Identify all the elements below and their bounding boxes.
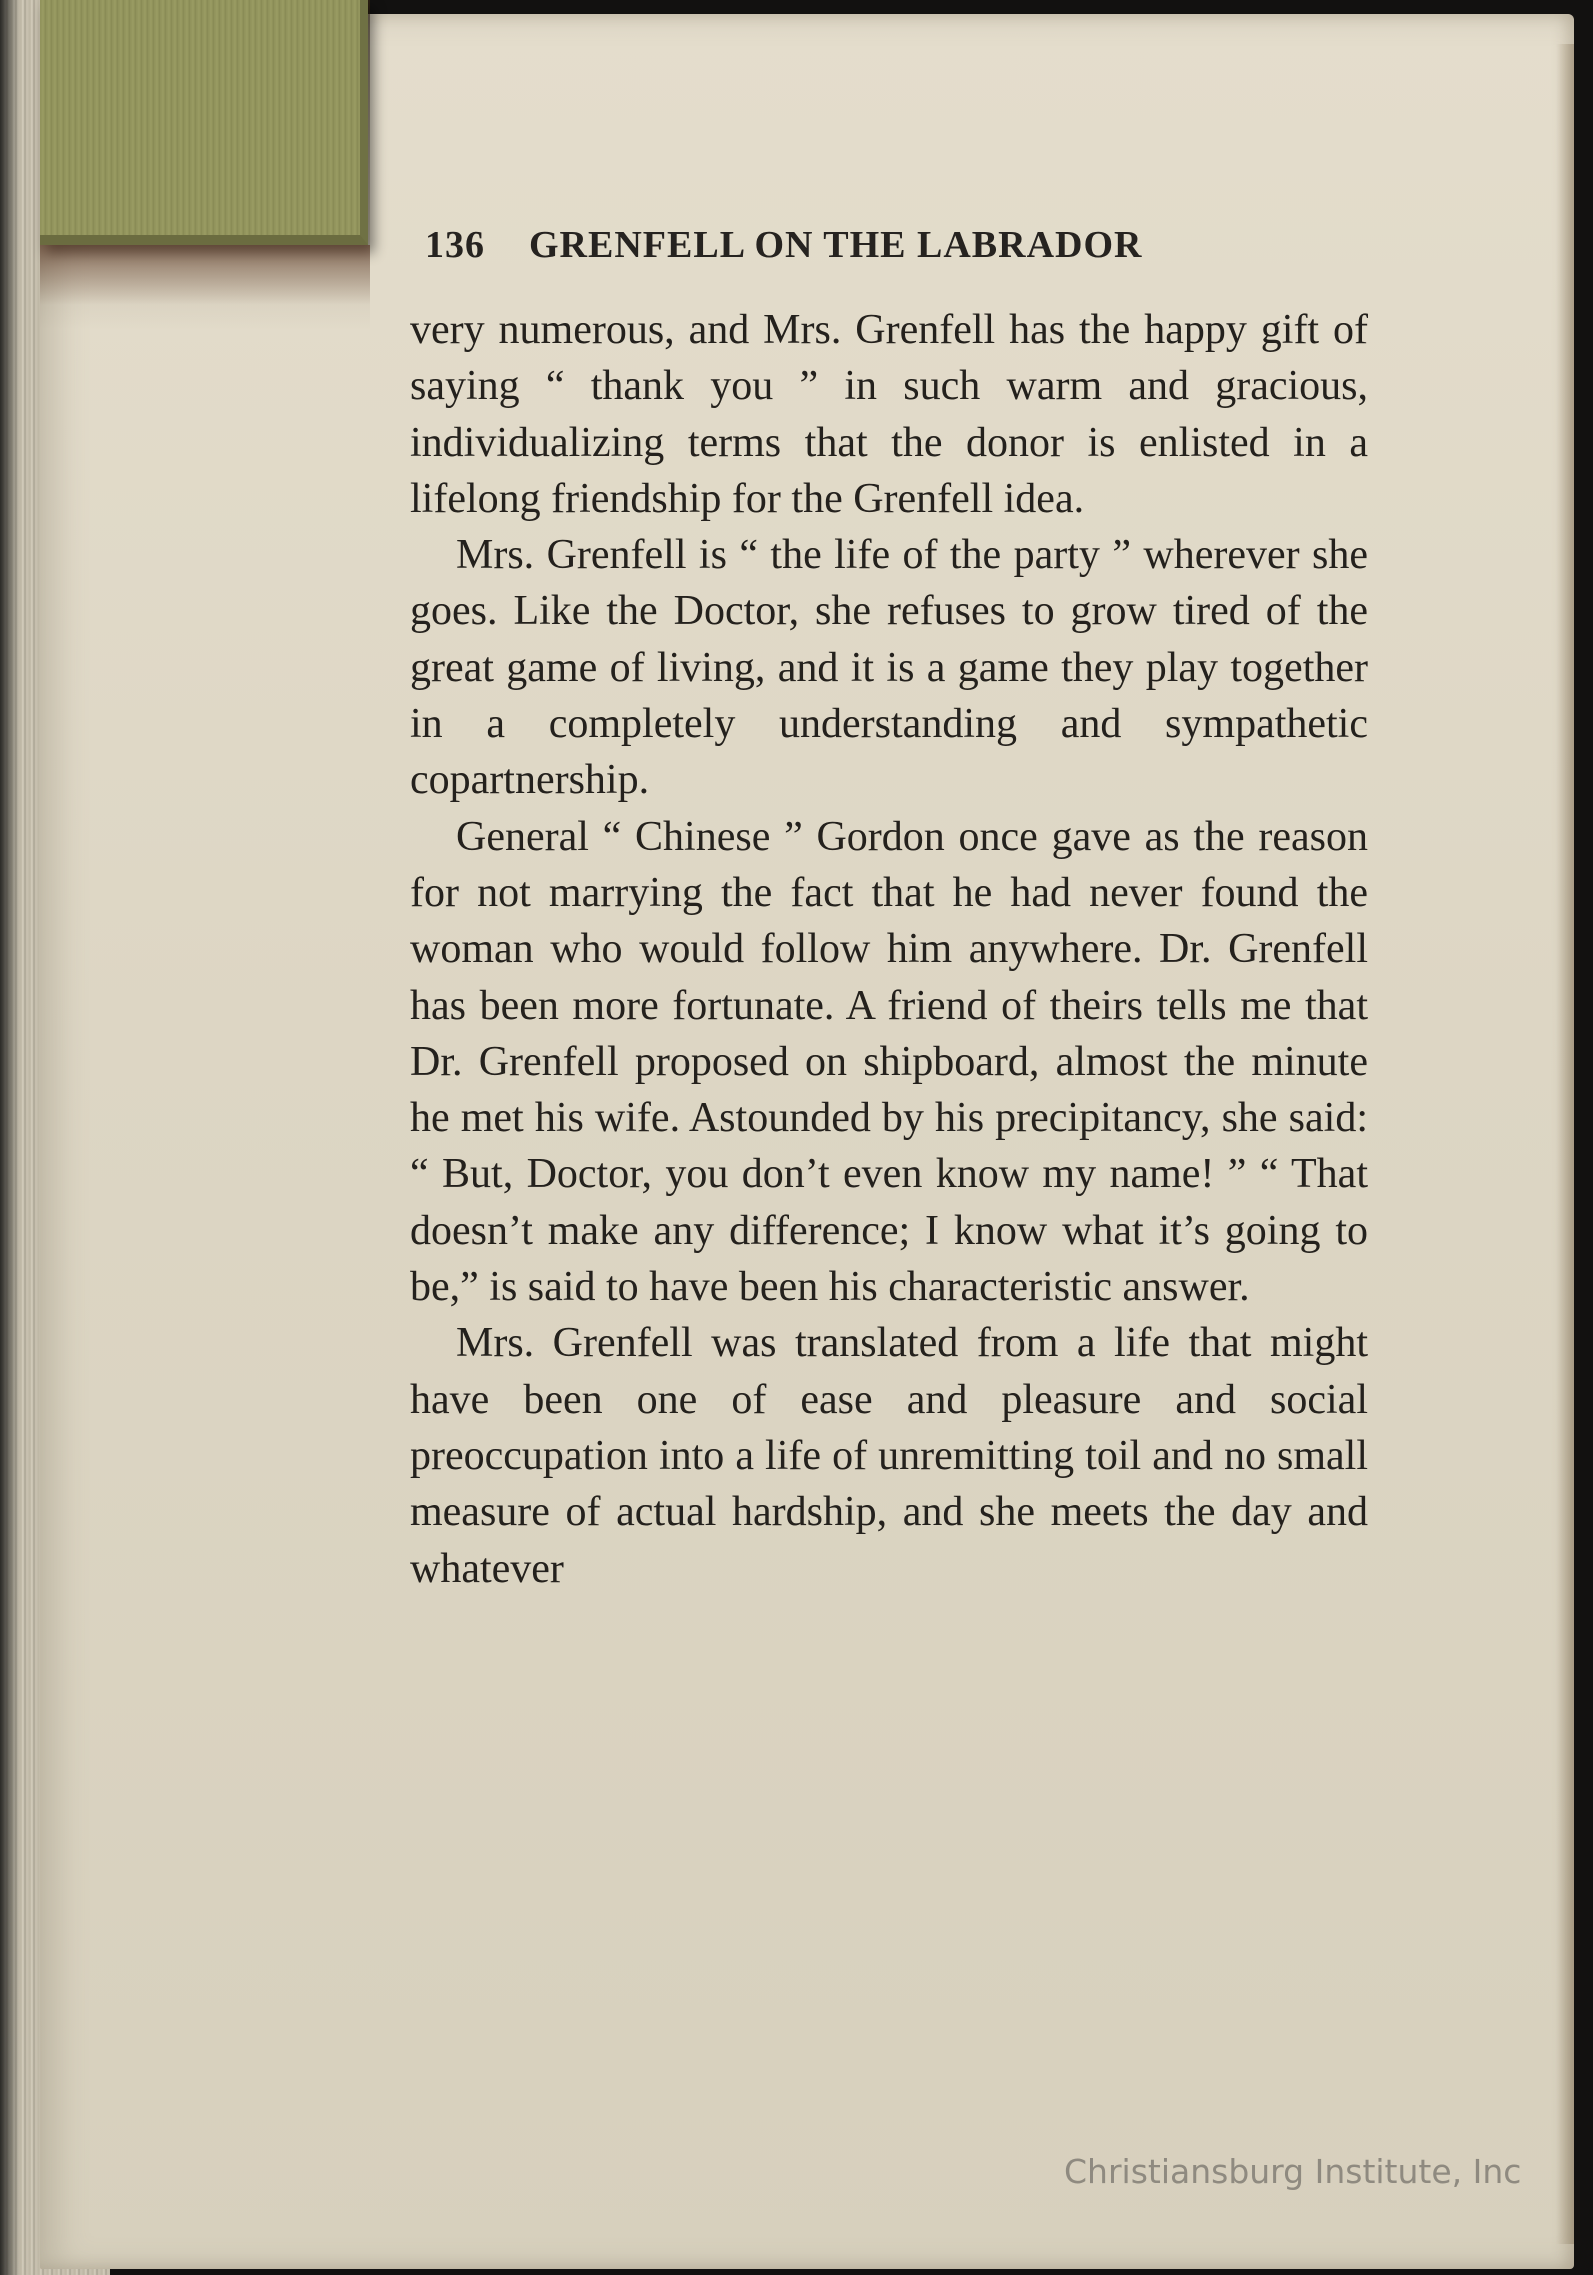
paragraph: General “ Chinese ” Gordon once gave as the reason for not marrying the fact that he had never found the woman who would follow him anywhere. Dr. Grenfell has been more fortunate. A friend of theirs tells me that Dr. Grenfell proposed on shipboard, almost the minute he met his wife. Astounded by his precipitancy, she said: “ But, Doctor, you don’t even know my name! ” “ That doesn’t make any difference; I know what it’s going to be,” is said to have been his characteristic answer. (410, 813, 1368, 1311)
watermark: Christiansburg Institute, Inc (1064, 2152, 1522, 2191)
running-title: GRENFELL ON THE LABRADOR (529, 224, 1143, 266)
bookmark-ribbon (40, 0, 368, 245)
page-edge-shadow (1556, 44, 1574, 2244)
bookmark-shade (40, 245, 370, 305)
paragraph: Mrs. Grenfell was translated from a life that might have been one of ease and pleasure and social preoccupation into a life of unremitting toil and no small measure of actual hardship, and she meets the day and whatever (410, 1320, 1368, 1592)
page-number: 136 (425, 224, 485, 266)
page-stack-shadow (0, 0, 20, 2275)
running-header (425, 223, 1360, 267)
paragraph: Mrs. Grenfell is “ the life of the party ” wherever she goes. Like the Doctor, she refuses to grow tired of the great game of living, and it is a game they play together in a completely understanding and sympathetic copartnership. (410, 532, 1368, 804)
page-body (410, 302, 1368, 1597)
paragraph: very numerous, and Mrs. Grenfell has the happy gift of saying “ thank you ” in such warm and gracious, individualizing terms that the donor is enlisted in a lifelong friendship for the Grenfell idea. (410, 307, 1368, 522)
